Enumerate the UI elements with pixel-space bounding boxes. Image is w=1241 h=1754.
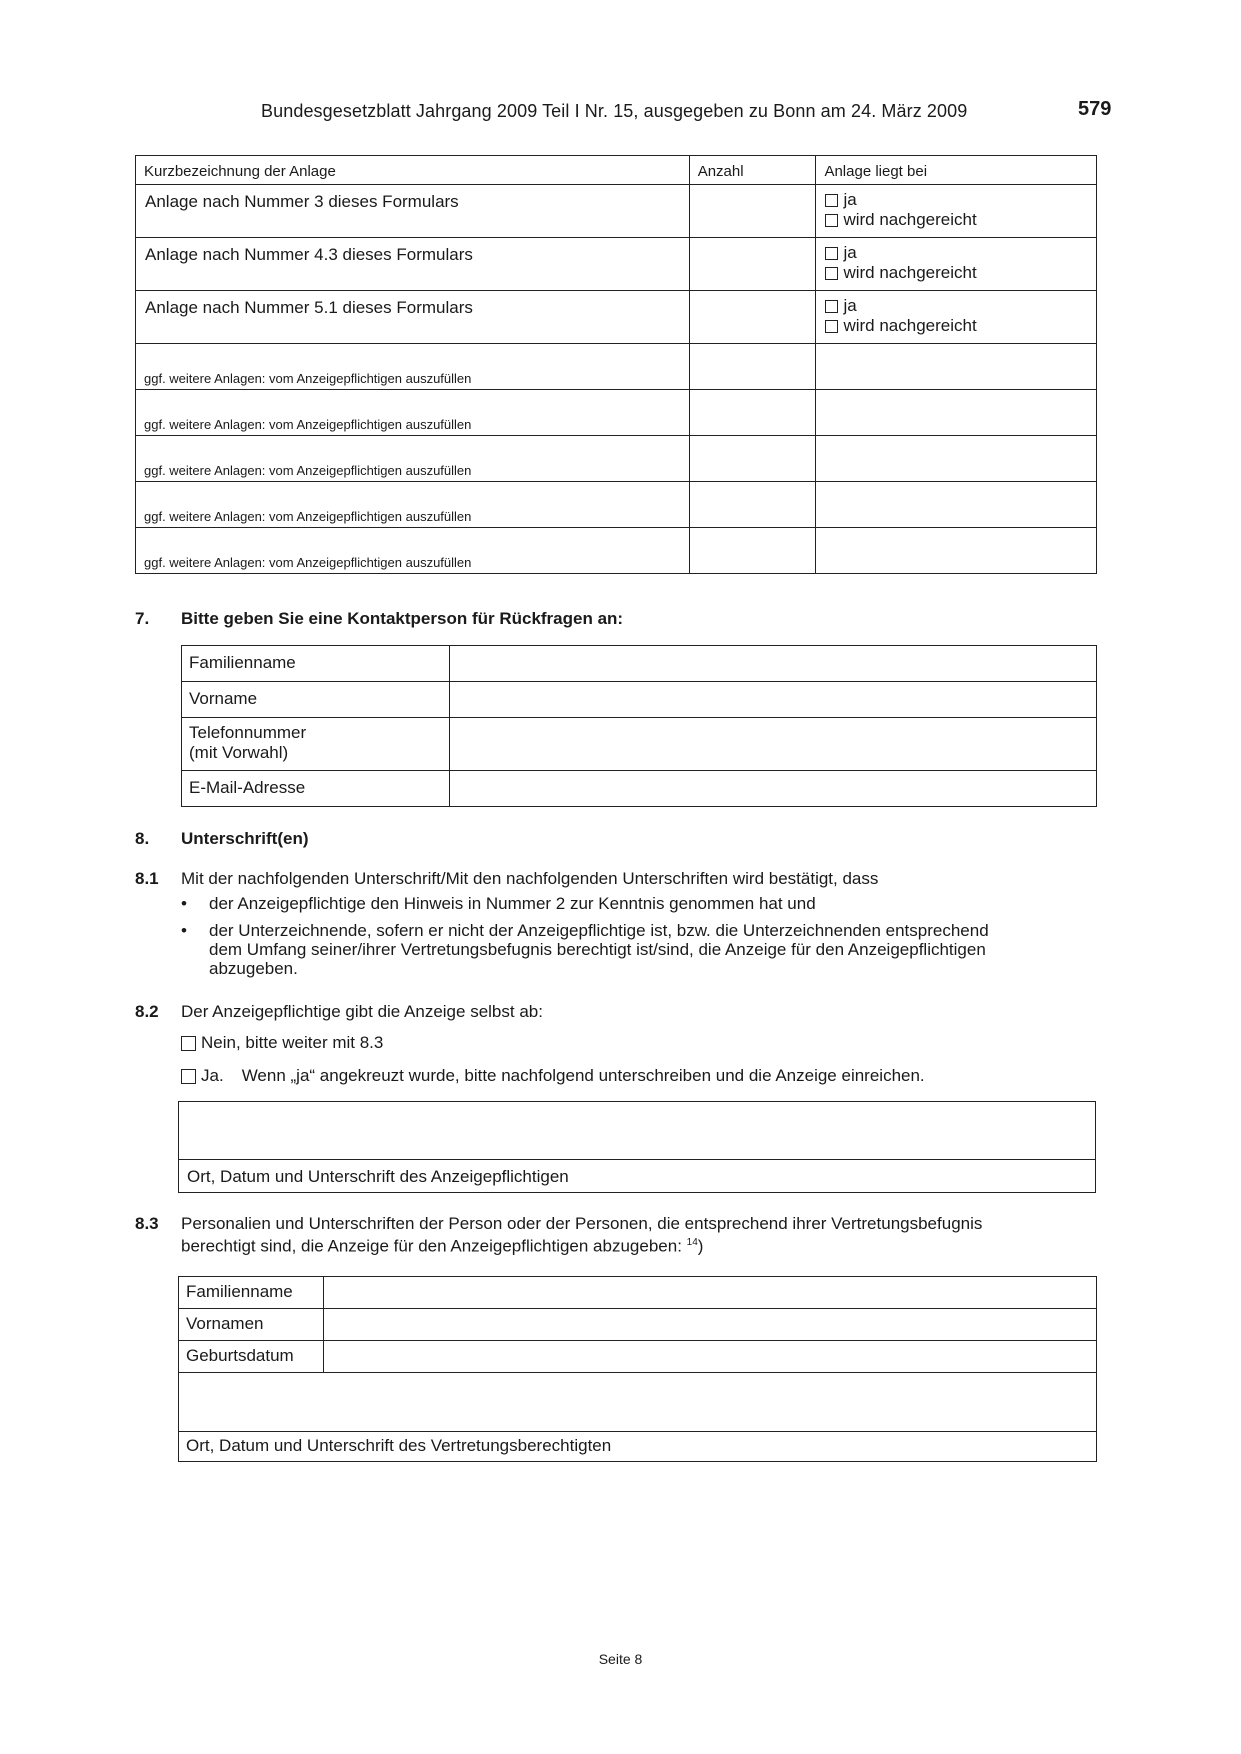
family-name-field[interactable]: [324, 1277, 1097, 1309]
table-row: [182, 771, 1097, 807]
field-label: Vornamen: [179, 1309, 324, 1341]
signature-box-taxpayer: [178, 1101, 1096, 1193]
attached-field[interactable]: [816, 528, 1097, 574]
count-field[interactable]: [689, 238, 816, 291]
gazette-title: Bundesgesetzblatt Jahrgang 2009 Teil I Nr. 15, ausgegeben zu Bonn am 24. März 2009: [261, 101, 968, 121]
signature-label: Ort, Datum und Unterschrift des Anzeigepflichtigen: [187, 1167, 569, 1186]
column-header-short-name: Kurzbezeichnung der Anlage: [136, 156, 690, 185]
representative-table: [178, 1276, 1097, 1462]
checkbox-yes[interactable]: [825, 300, 838, 313]
checkbox-label: ja: [843, 190, 857, 209]
section-8-title: Unterschrift(en): [181, 829, 309, 848]
attachment-label: Anlage nach Nummer 4.3 dieses Formulars: [136, 238, 690, 291]
section-8-2-number: 8.2: [135, 1002, 159, 1021]
additional-attachment-field[interactable]: [136, 344, 690, 390]
count-field[interactable]: [689, 436, 816, 482]
checkbox-label: ja: [843, 243, 857, 262]
table-row: [136, 482, 1097, 528]
page-number: 579: [1078, 98, 1112, 120]
section-8-1-number: 8.1: [135, 869, 159, 888]
attached-field[interactable]: [816, 390, 1097, 436]
option-yes-note: Wenn „ja“ angekreuzt wurde, bitte nachfolgend unterschreiben und die Anzeige einreichen.: [241, 1066, 925, 1085]
checkbox-label: ja: [843, 296, 857, 315]
signature-field[interactable]: [179, 1102, 1095, 1159]
text-line: [181, 1233, 1081, 1256]
count-field[interactable]: [689, 291, 816, 344]
table-row: [136, 185, 1097, 238]
checkbox-submitted-later[interactable]: [825, 214, 838, 227]
additional-attachment-field[interactable]: [136, 482, 690, 528]
page-header: [0, 98, 1241, 125]
signature-field[interactable]: [179, 1373, 1097, 1432]
attached-field[interactable]: [816, 436, 1097, 482]
additional-attachment-hint: ggf. weitere Anlagen: vom Anzeigepflichtigen auszufüllen: [144, 555, 472, 570]
additional-attachment-field[interactable]: [136, 436, 690, 482]
checkbox-label: wird nachgereicht: [843, 263, 977, 282]
table-row: [182, 646, 1097, 682]
bullet-line: abzugeben.: [209, 959, 298, 978]
additional-attachment-hint: ggf. weitere Anlagen: vom Anzeigepflichtigen auszufüllen: [144, 417, 472, 432]
section-8-1-intro: Mit der nachfolgenden Unterschrift/Mit den nachfolgenden Unterschriften wird bestätigt, dass: [181, 869, 879, 888]
count-field[interactable]: [689, 482, 816, 528]
email-field[interactable]: [450, 771, 1097, 807]
checkbox-label: wird nachgereicht: [843, 316, 977, 335]
field-label: Familienname: [179, 1277, 324, 1309]
text-line-content: berechtigt sind, die Anzeige für den Anzeigepflichtigen abzugeben:: [181, 1236, 682, 1256]
field-label: Familienname: [182, 646, 450, 682]
checkbox-label: wird nachgereicht: [843, 210, 977, 229]
birth-date-field[interactable]: [324, 1341, 1097, 1373]
first-name-field[interactable]: [450, 682, 1097, 718]
count-field[interactable]: [689, 185, 816, 238]
contact-person-table: [181, 645, 1097, 807]
signature-label: Ort, Datum und Unterschrift des Vertretungsberechtigten: [179, 1432, 1097, 1462]
page-footer: Seite 8: [598, 1651, 643, 1667]
table-row: [136, 238, 1097, 291]
option-no: [181, 1033, 383, 1053]
additional-attachment-hint: ggf. weitere Anlagen: vom Anzeigepflichtigen auszufüllen: [144, 463, 472, 478]
bullet-text: [209, 921, 1089, 978]
first-names-field[interactable]: [324, 1309, 1097, 1341]
bullet-icon: •: [181, 921, 187, 940]
phone-field[interactable]: [450, 718, 1097, 771]
text-line: Personalien und Unterschriften der Person oder der Personen, die entsprechend ihrer Vertretungsbefugnis: [181, 1214, 983, 1233]
attachment-label: Anlage nach Nummer 5.1 dieses Formulars: [136, 291, 690, 344]
section-8-3-text: [181, 1214, 1081, 1256]
table-row: [179, 1341, 1097, 1373]
footnote-ref: 14: [686, 1237, 698, 1248]
table-row: [179, 1277, 1097, 1309]
option-yes: [181, 1066, 925, 1086]
option-yes-label: Ja.: [201, 1066, 224, 1085]
option-no-label: Nein, bitte weiter mit 8.3: [201, 1033, 384, 1052]
column-header-count: Anzahl: [689, 156, 816, 185]
bullet-text: der Anzeigepflichtige den Hinweis in Nummer 2 zur Kenntnis genommen hat und: [209, 894, 816, 913]
attachments-table: [135, 155, 1097, 574]
table-row: [182, 682, 1097, 718]
checkbox-submitted-later[interactable]: [825, 267, 838, 280]
checkbox-yes[interactable]: [825, 194, 838, 207]
table-row: [136, 528, 1097, 574]
additional-attachment-field[interactable]: [136, 390, 690, 436]
additional-attachment-hint: ggf. weitere Anlagen: vom Anzeigepflichtigen auszufüllen: [144, 509, 472, 524]
checkbox-yes[interactable]: [181, 1069, 196, 1084]
table-row: [136, 291, 1097, 344]
attached-field[interactable]: [816, 344, 1097, 390]
divider: [179, 1159, 1095, 1160]
table-row: [136, 436, 1097, 482]
column-header-attached: Anlage liegt bei: [816, 156, 1097, 185]
count-field[interactable]: [689, 344, 816, 390]
additional-attachment-field[interactable]: [136, 528, 690, 574]
table-row: [182, 718, 1097, 771]
additional-attachment-hint: ggf. weitere Anlagen: vom Anzeigepflichtigen auszufüllen: [144, 371, 472, 386]
table-row: [179, 1373, 1097, 1432]
bullet-line: dem Umfang seiner/ihrer Vertretungsbefugnis berechtigt ist/sind, die Anzeige für den Anzeigepflichtigen: [209, 940, 986, 959]
checkbox-yes[interactable]: [825, 247, 838, 260]
attachment-label: Anlage nach Nummer 3 dieses Formulars: [136, 185, 690, 238]
section-7-number: 7.: [135, 609, 150, 628]
phone-label-note: (mit Vorwahl): [189, 743, 289, 762]
table-row: [179, 1432, 1097, 1462]
field-label: [182, 718, 450, 771]
section-8-2-text: Der Anzeigepflichtige gibt die Anzeige selbst ab:: [181, 1002, 543, 1021]
field-label: Geburtsdatum: [179, 1341, 324, 1373]
bullet-line: der Unterzeichnende, sofern er nicht der Anzeigepflichtige ist, bzw. die Unterzeichnenden entsprechend: [209, 921, 989, 940]
bullet-icon: •: [181, 894, 187, 913]
section-8-number: 8.: [135, 829, 150, 848]
checkbox-no[interactable]: [181, 1036, 196, 1051]
checkbox-submitted-later[interactable]: [825, 320, 838, 333]
phone-label: Telefonnummer: [189, 723, 307, 742]
footnote-close: ): [697, 1236, 704, 1256]
field-label: E-Mail-Adresse: [182, 771, 450, 807]
field-label: Vorname: [182, 682, 450, 718]
count-field[interactable]: [689, 528, 816, 574]
table-row: [179, 1309, 1097, 1341]
section-8-3-number: 8.3: [135, 1214, 159, 1233]
attached-field[interactable]: [816, 482, 1097, 528]
table-row: [136, 390, 1097, 436]
section-7-title: Bitte geben Sie eine Kontaktperson für Rückfragen an:: [181, 609, 624, 628]
table-header-row: [136, 156, 1097, 185]
family-name-field[interactable]: [450, 646, 1097, 682]
table-row: [136, 344, 1097, 390]
count-field[interactable]: [689, 390, 816, 436]
